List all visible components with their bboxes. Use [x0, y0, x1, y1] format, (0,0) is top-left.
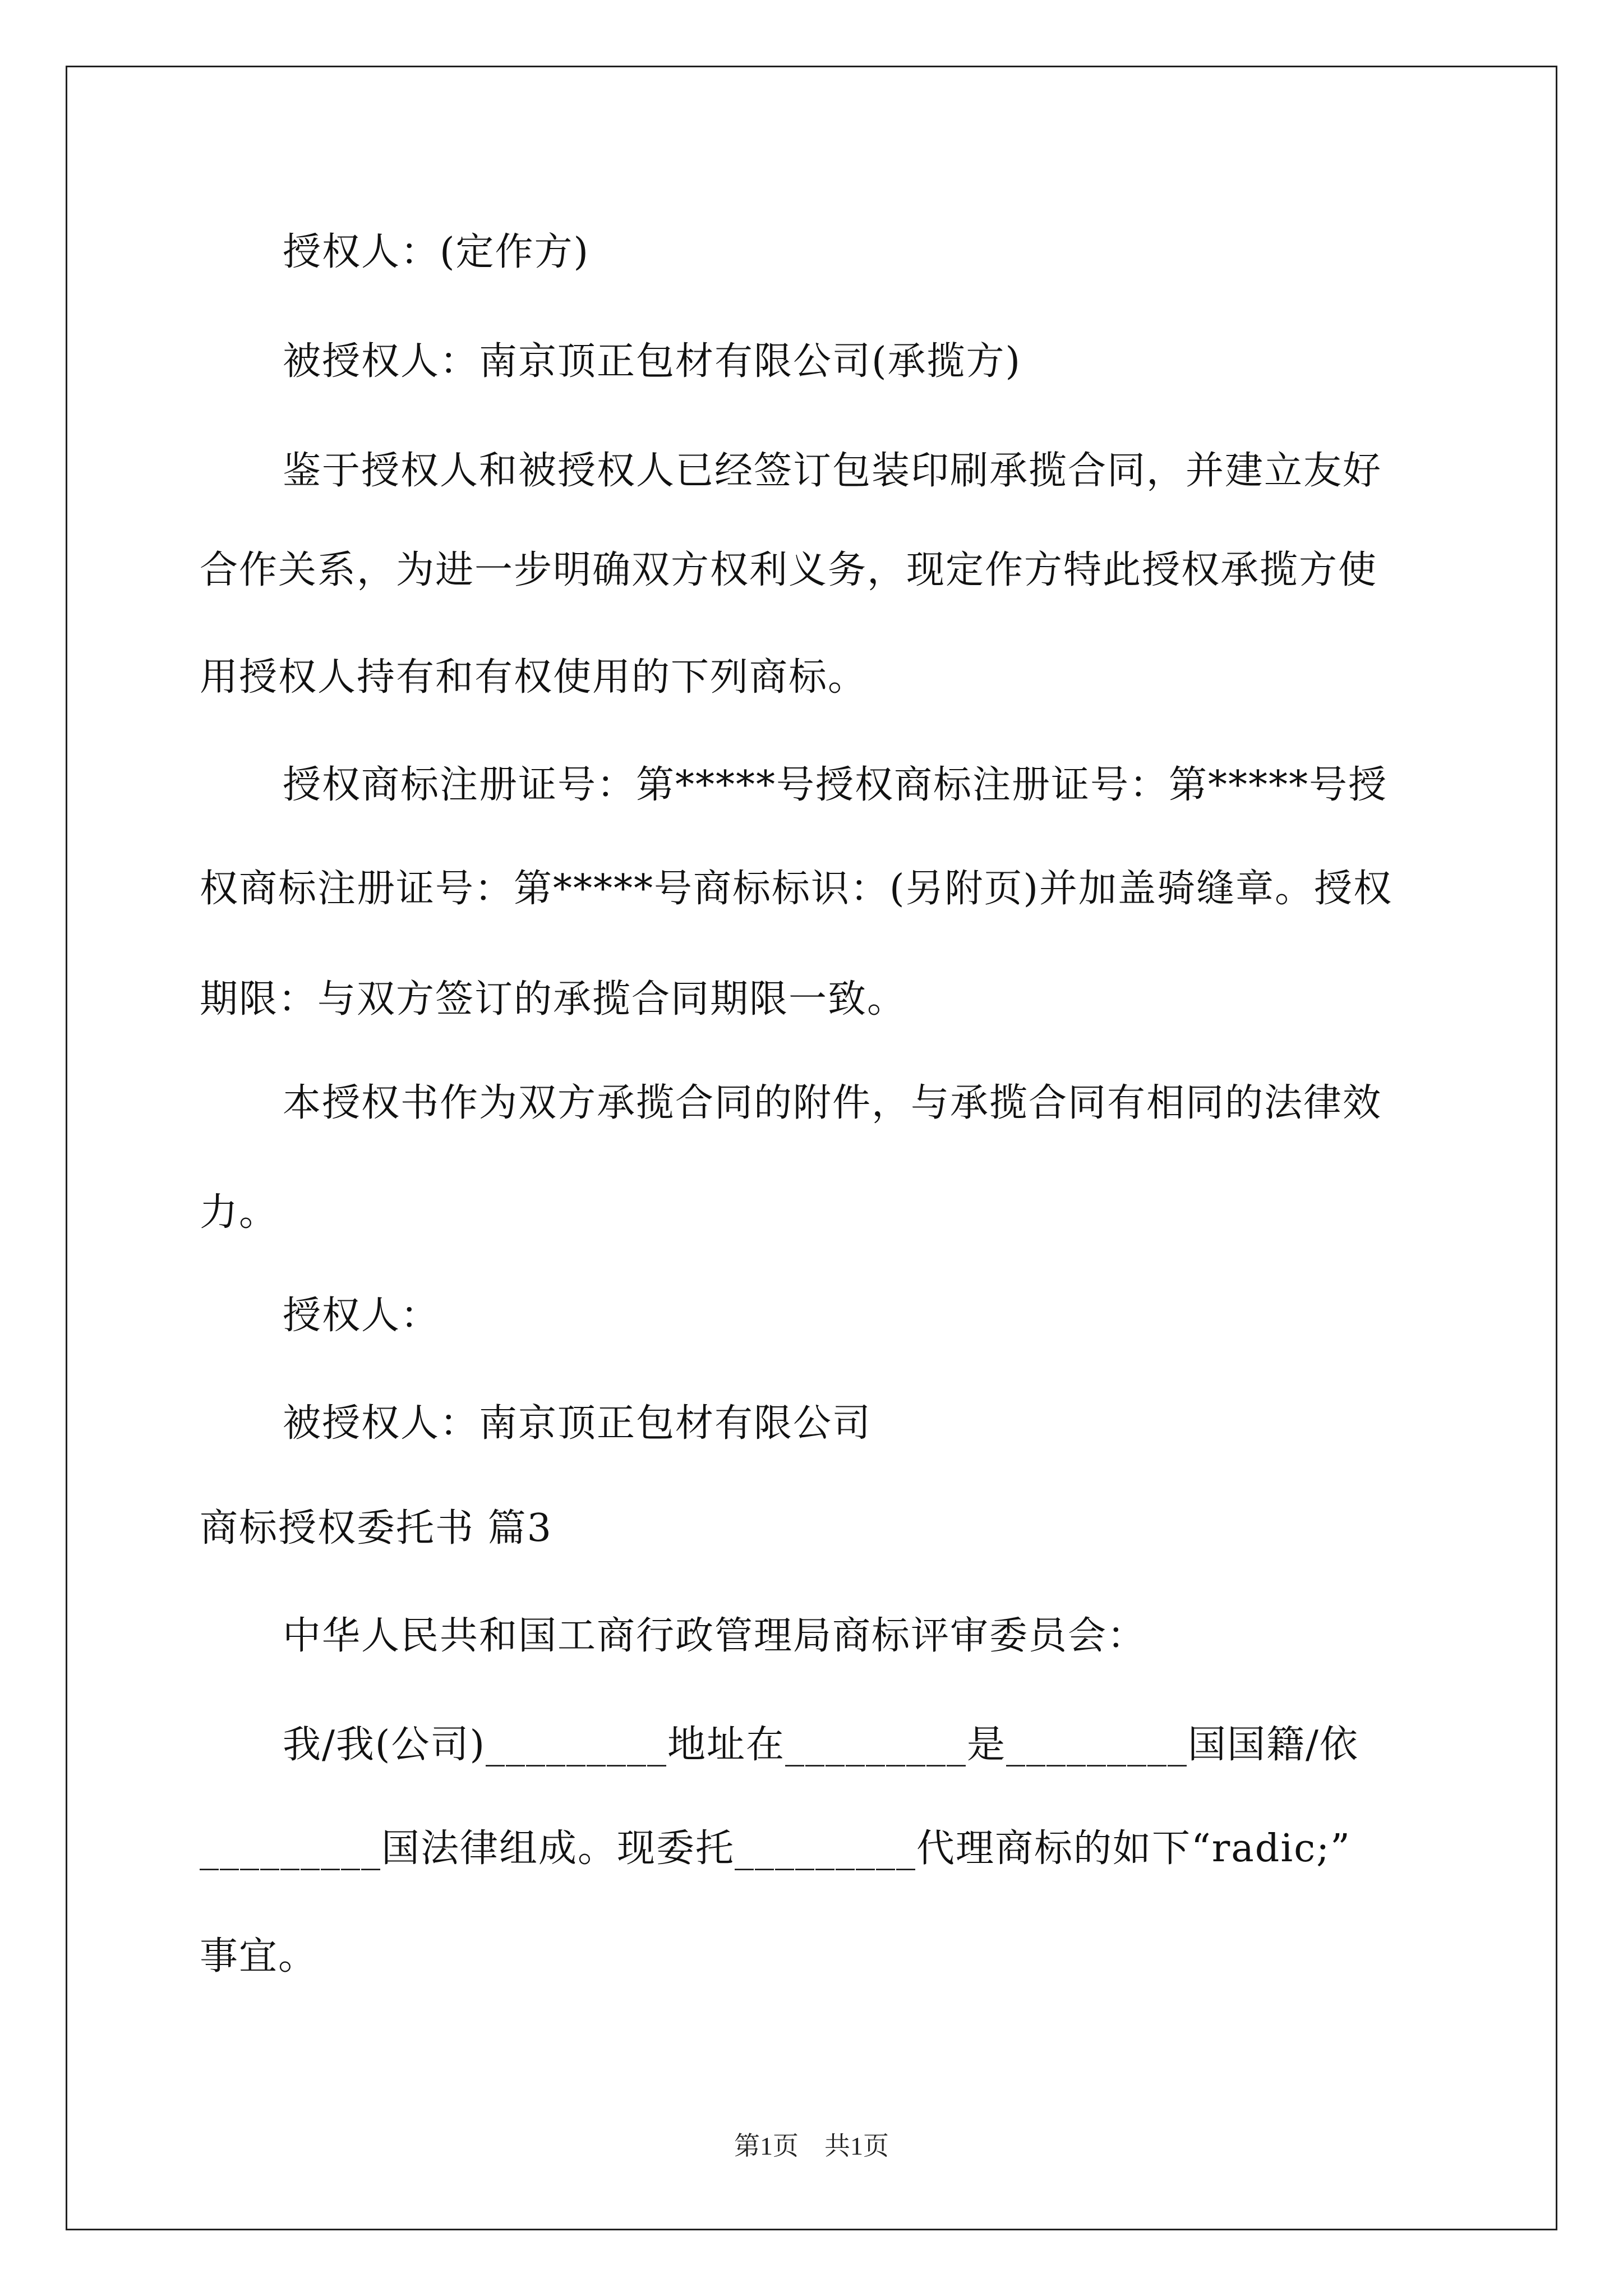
paragraph-text: 合作关系，为进一步明确双方权利义务，现定作方特此授权承揽方使: [200, 548, 1378, 592]
addressee-line: 中华人民共和国工商行政管理局商标评审委员会：: [283, 1614, 1147, 1658]
page-border: [66, 66, 1557, 2230]
paragraph-text: 鉴于授权人和被授权人已经签订包装印刷承揽合同，并建立友好: [283, 449, 1382, 493]
authorizer-line: 授权人：(定作方): [283, 230, 590, 274]
paragraph-text: 授权商标注册证号：第*****号授权商标注册证号：第*****号授: [283, 763, 1388, 807]
paragraph-text: 用授权人持有和有权使用的下列商标。: [200, 655, 868, 700]
page-number: 第1页 共1页: [734, 2132, 889, 2160]
paragraph-text: 期限：与双方签订的承揽合同期限一致。: [200, 977, 907, 1022]
paragraph-text: 本授权书作为双方承揽合同的附件，与承揽合同有相同的法律效: [283, 1081, 1382, 1125]
paragraph-text: 力。: [200, 1190, 279, 1235]
paragraph-text: 我/我(公司)_________地址在_________是_________国国籍/依: [283, 1723, 1359, 1767]
authorized-party-signature-line: 被授权人：南京顶正包材有限公司: [283, 1401, 872, 1446]
paragraph-text: _________国法律组成。现委托_________代理商标的如下“radic;”: [200, 1826, 1351, 1871]
authorized-party-line: 被授权人：南京顶正包材有限公司(承揽方): [283, 339, 1022, 384]
authorizer-signature-line: 授权人：: [283, 1294, 440, 1338]
paragraph-text: 事宜。: [200, 1934, 318, 1978]
paragraph-text: 权商标注册证号：第*****号商标标识：(另附页)并加盖骑缝章。授权: [200, 867, 1393, 911]
section-heading: 商标授权委托书 篇3: [200, 1506, 552, 1550]
